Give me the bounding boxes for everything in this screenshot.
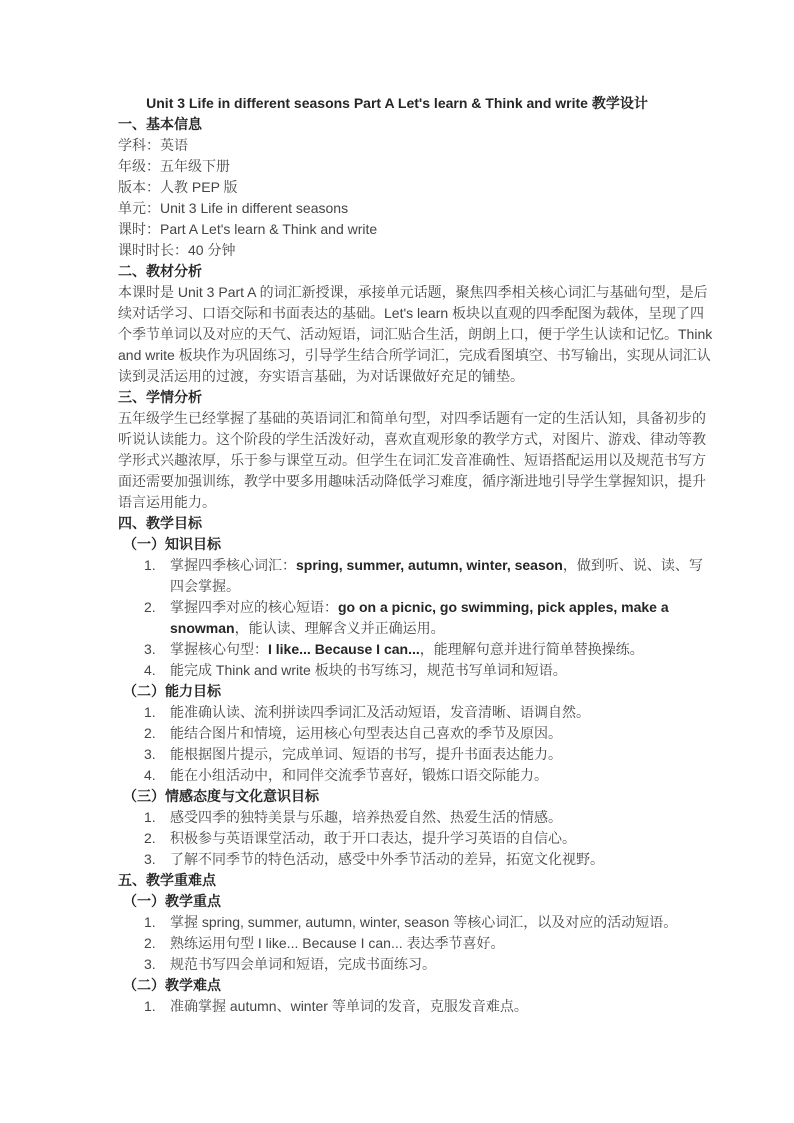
item-number: 3. [144, 641, 156, 657]
item-text: ，能理解句意并进行简单替换操练。 [419, 641, 644, 657]
ability-objective-item [118, 702, 714, 723]
knowledge-objective-item [118, 660, 714, 681]
ability-objective-item [118, 765, 714, 786]
section-heading-learner-analysis: 三、学情分析 [118, 389, 202, 405]
item-number: 3. [144, 851, 156, 867]
item-text: 规范书写四会单词和短语，完成书面练习。 [170, 956, 436, 972]
section-heading-material-analysis: 二、教材分析 [118, 263, 202, 279]
subsection-heading-teaching-difficult-points: （二）教学难点 [123, 977, 221, 993]
item-number: 2. [144, 935, 156, 951]
difficult-point-item [118, 996, 714, 1017]
subsection-heading-knowledge-objectives: （一）知识目标 [123, 536, 221, 552]
section-heading-teaching-objectives: 四、教学目标 [118, 515, 202, 531]
item-number: 1. [144, 809, 156, 825]
section-heading-basic-info: 一、基本信息 [118, 116, 202, 132]
ability-objective-item [118, 723, 714, 744]
item-text: ，能认读、理解含义并正确运用。 [234, 620, 445, 636]
item-text: 能完成 Think and write 板块的书写练习，规范书写单词和短语。 [170, 662, 567, 678]
item-text: 能根据图片提示，完成单词、短语的书写，提升书面表达能力。 [170, 746, 562, 762]
item-text: 准确掌握 autumn、winter 等单词的发音，克服发音难点。 [170, 998, 528, 1014]
item-text-bold: spring, summer, autumn, winter, season [296, 557, 563, 573]
item-number: 2. [144, 599, 156, 615]
material-analysis-paragraph: 本课时是 Unit 3 Part A 的词汇新授课，承接单元话题，聚焦四季相关核心词汇与基础句型，是后续对话学习、口语交际和书面表达的基础。Let's learn 板块以直观的四季配图为载体，呈现了四个季节单词以及对应的天气、活动短语，词汇贴合生活，朗朗上口，便于学生认读和记忆。Think and write 板块作为巩固练习，引导学生结合所学词汇，完成看图填空、书写输出，实现从词汇认读到灵活运用的过渡，夯实语言基础，为对话课做好充足的铺垫。 [118, 284, 713, 384]
knowledge-objective-item [118, 597, 714, 639]
item-text: 积极参与英语课堂活动，敢于开口表达，提升学习英语的自信心。 [170, 830, 576, 846]
item-text-bold: go on a picnic, go swimming, pick apples, make a snowman [170, 599, 669, 636]
item-text: 能在小组活动中，和同伴交流季节喜好，锻炼口语交际能力。 [170, 767, 548, 783]
knowledge-objective-item [118, 639, 714, 660]
emotion-objective-item [118, 807, 714, 828]
item-text: 掌握四季对应的核心短语： [170, 599, 338, 615]
info-line-grade: 年级：五年级下册 [118, 158, 230, 174]
item-text: 熟练运用句型 I like... Because I can... 表达季节喜好。 [170, 935, 505, 951]
emotion-objective-item [118, 828, 714, 849]
item-number: 2. [144, 725, 156, 741]
item-number: 1. [144, 704, 156, 720]
info-line-subject: 学科：英语 [118, 137, 188, 153]
subsection-heading-ability-objectives: （二）能力目标 [123, 683, 221, 699]
item-text-bold: I like... Because I can... [268, 641, 420, 657]
ability-objective-item [118, 744, 714, 765]
item-number: 4. [144, 662, 156, 678]
item-text: 能结合图片和情境，运用核心句型表达自己喜欢的季节及原因。 [170, 725, 562, 741]
learner-analysis-paragraph: 五年级学生已经掌握了基础的英语词汇和简单句型，对四季话题有一定的生活认知，具备初步的听说认读能力。这个阶段的学生活泼好动，喜欢直观形象的教学方式，对图片、游戏、律动等教学形式兴趣浓厚，乐于参与课堂互动。但学生在词汇发音准确性、短语搭配运用以及规范书写方面还需要加强训练，教学中要多用趣味活动降低学习难度，循序渐进地引导学生掌握知识，提升语言运用能力。 [118, 410, 706, 510]
item-number: 1. [144, 914, 156, 930]
knowledge-objective-item [118, 555, 714, 597]
subsection-heading-emotion-culture-objectives: （三）情感态度与文化意识目标 [123, 788, 319, 804]
document-title: Unit 3 Life in different seasons Part A Let's learn & Think and write 教学设计 [146, 95, 648, 111]
item-number: 1. [144, 557, 156, 573]
item-text: 感受四季的独特美景与乐趣，培养热爱自然、热爱生活的情感。 [170, 809, 562, 825]
item-number: 3. [144, 956, 156, 972]
section-heading-key-difficult-points: 五、教学重难点 [118, 872, 216, 888]
item-number: 4. [144, 767, 156, 783]
key-point-item [118, 912, 714, 933]
item-text: 了解不同季节的特色活动，感受中外季节活动的差异，拓宽文化视野。 [170, 851, 604, 867]
item-number: 1. [144, 998, 156, 1014]
item-text: ，做到听、说、读、写四会掌握。 [170, 557, 703, 594]
key-point-item [118, 933, 714, 954]
subsection-heading-teaching-key-points: （一）教学重点 [123, 893, 221, 909]
emotion-objective-item [118, 849, 714, 870]
info-line-unit: 单元：Unit 3 Life in different seasons [118, 200, 349, 216]
item-text: 掌握 spring, summer, autumn, winter, season 等核心词汇，以及对应的活动短语。 [170, 914, 678, 930]
info-line-lesson: 课时：Part A Let's learn & Think and write [118, 221, 378, 237]
item-text: 掌握四季核心词汇： [170, 557, 296, 573]
item-number: 2. [144, 830, 156, 846]
info-line-duration: 课时时长：40 分钟 [118, 242, 236, 258]
item-number: 3. [144, 746, 156, 762]
item-text: 掌握核心句型： [170, 641, 268, 657]
key-point-item [118, 954, 714, 975]
item-text: 能准确认读、流利拼读四季词汇及活动短语，发音清晰、语调自然。 [170, 704, 590, 720]
info-line-edition: 版本：人教 PEP 版 [118, 179, 238, 195]
